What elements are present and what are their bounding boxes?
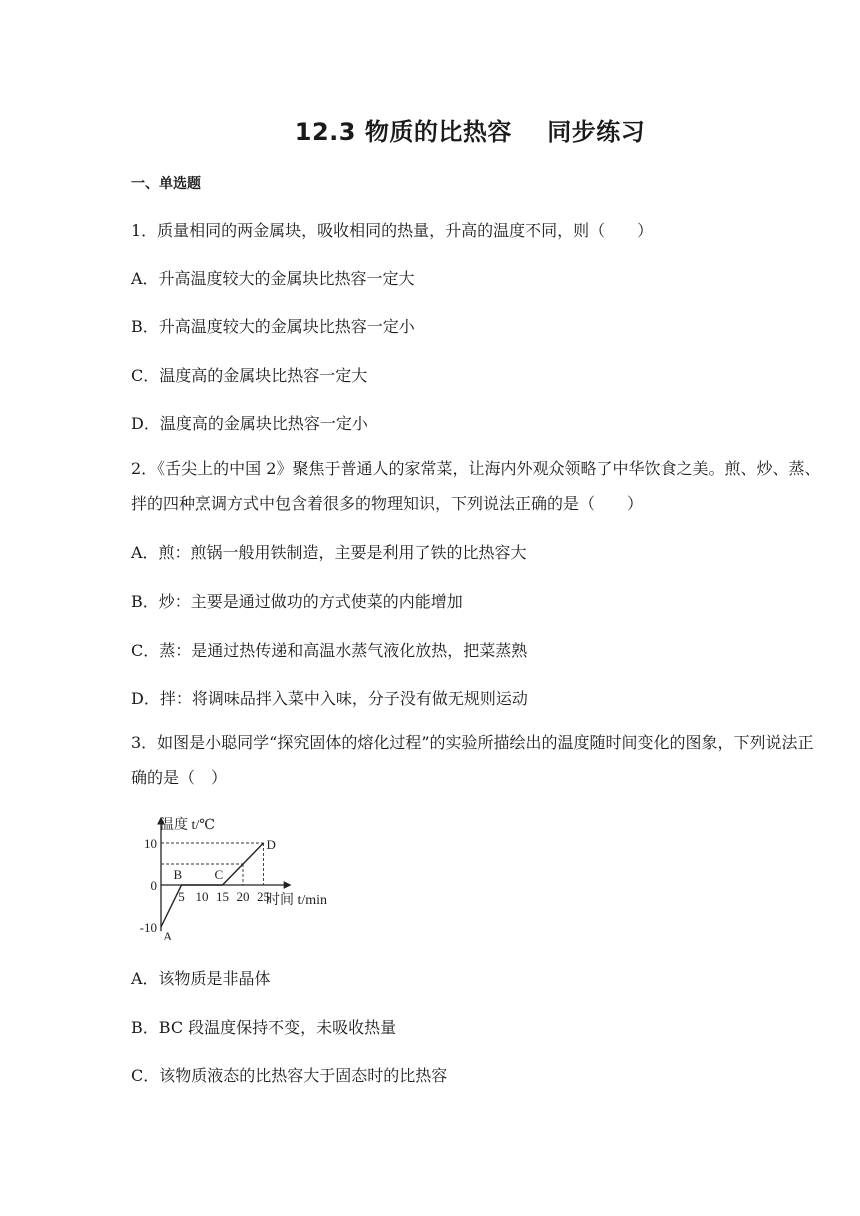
q2-option-b: B．炒：主要是通过做功的方式使菜的内能增加: [131, 592, 463, 611]
question-1-stem: 1．质量相同的两金属块，吸收相同的热量，升高的温度不同，则（ ）: [131, 221, 654, 240]
point-label-c: C: [214, 867, 224, 882]
q3-option-a: A．该物质是非晶体: [131, 969, 271, 988]
point-label-a: A: [163, 929, 173, 940]
point-label-b: B: [173, 867, 183, 882]
q3-option-b: B．BC 段温度保持不变，未吸收热量: [131, 1018, 397, 1037]
x-tick-label: 25: [257, 889, 270, 904]
y-tick-label: -10: [139, 920, 157, 935]
x-tick-label: 5: [178, 889, 185, 904]
q3-option-c: C．该物质液态的比热容大于固态时的比热容: [131, 1066, 448, 1085]
temperature-time-graph: [128, 812, 338, 940]
q1-option-a: A．升高温度较大的金属块比热容一定大: [131, 269, 415, 288]
q2-option-c: C．蒸：是通过热传递和高温水蒸气液化放热，把菜蒸熟: [131, 641, 528, 660]
q1-option-b: B．升高温度较大的金属块比热容一定小: [131, 317, 415, 336]
x-tick-label: 10: [195, 889, 209, 904]
section-heading: 一、单选题: [131, 176, 201, 192]
point-label-d: D: [266, 837, 276, 852]
x-tick-label: 20: [236, 889, 250, 904]
question-2-stem: 2．《舌尖上的中国 2》聚焦于普通人的家常菜，让海内外观众领略了中华饮食之美。煎、炒、蒸、拌的四种烹调方式中包含着很多的物理知识，下列说法正确的是（ ）: [131, 459, 821, 513]
y-axis-label: 温度 t/℃: [160, 818, 215, 833]
x-tick-label: 15: [216, 889, 229, 904]
q1-option-c: C．温度高的金属块比热容一定大: [131, 366, 368, 385]
x-axis-label: 时间 t/min: [266, 893, 328, 908]
q2-option-d: D．拌：将调味品拌入菜中入味，分子没有做无规则运动: [131, 689, 528, 708]
q1-option-d: D．温度高的金属块比热容一定小: [131, 414, 368, 433]
q2-option-a: A．煎：煎锅一般用铁制造，主要是利用了铁的比热容大: [131, 543, 527, 562]
document-title: 12.3 物质的比热容 同步练习: [294, 118, 646, 146]
y-tick-label: 10: [144, 836, 157, 851]
y-tick-label: 0: [150, 878, 157, 893]
question-3-stem: 3．如图是小聪同学“探究固体的熔化过程”的实验所描绘出的温度随时间变化的图象，下列说法正确的是（ ）: [131, 733, 814, 787]
